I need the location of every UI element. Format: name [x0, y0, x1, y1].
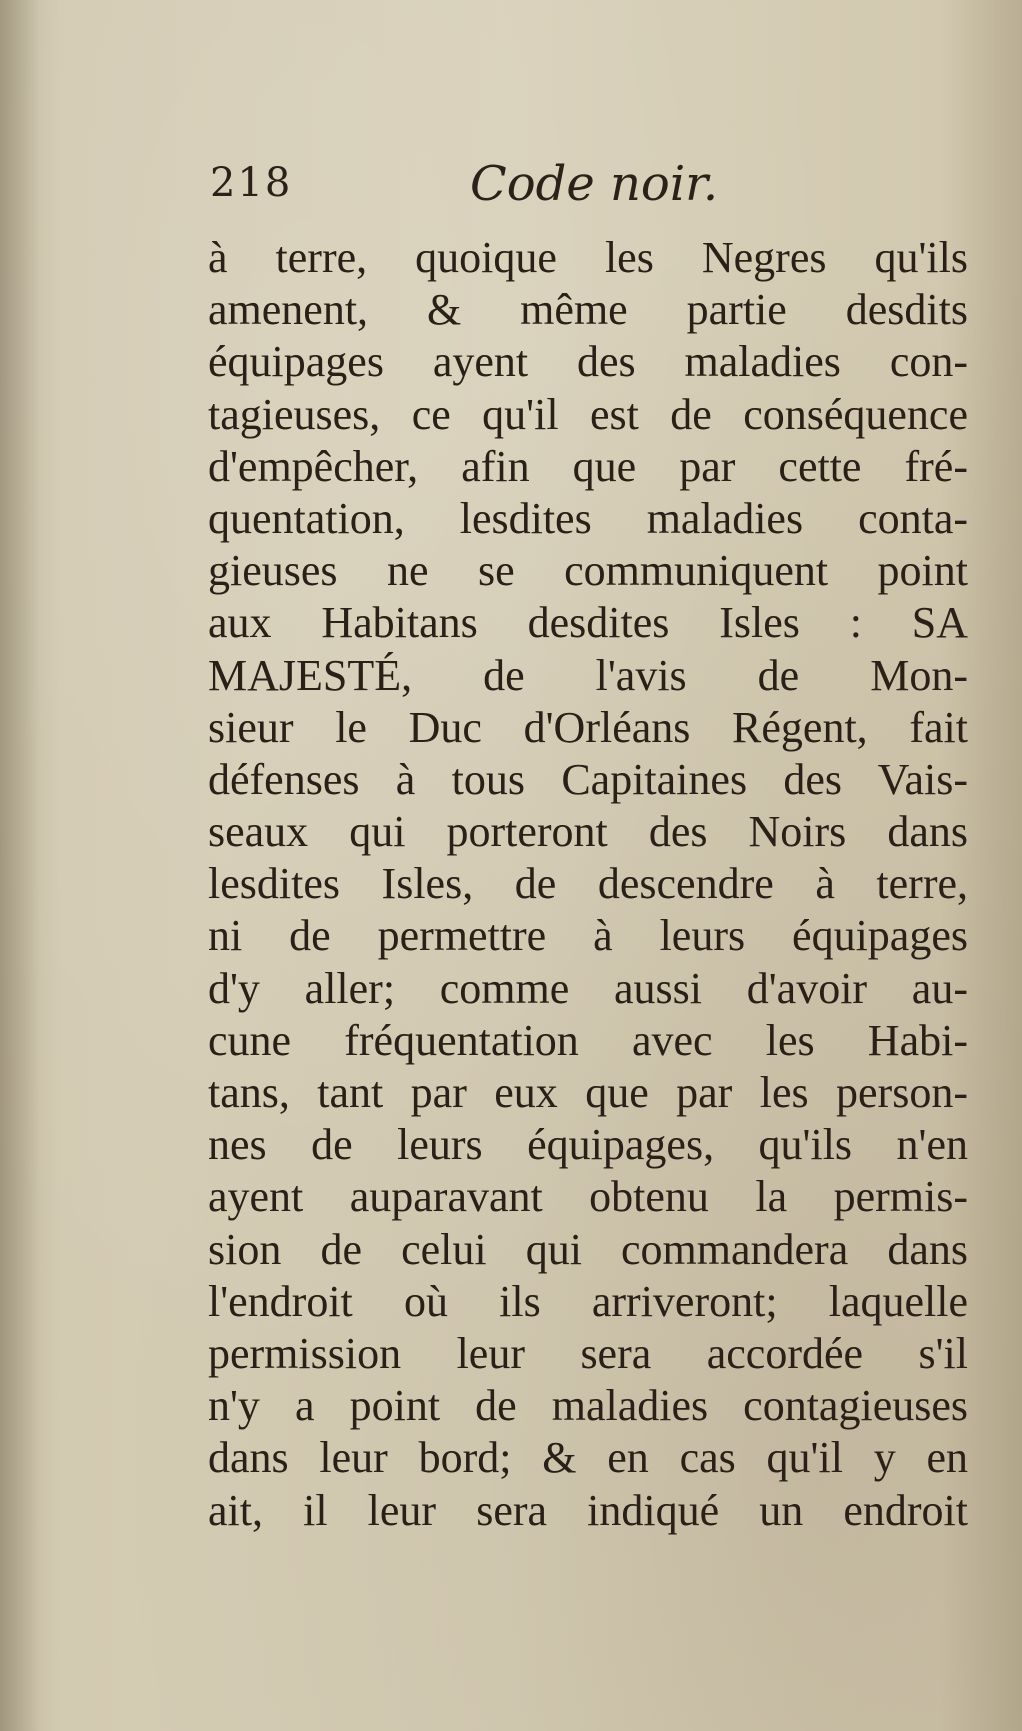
text-line: d'empêcher, afin que par cette fré-	[208, 441, 968, 491]
text-line: quentation, lesdites maladies conta-	[208, 493, 968, 543]
text-line: d'y aller; comme aussi d'avoir au-	[208, 963, 968, 1013]
text-line: MAJESTÉ, de l'avis de Mon-	[208, 650, 968, 700]
running-title: Code noir.	[470, 156, 719, 212]
text-line: ayent auparavant obtenu la permis-	[208, 1172, 968, 1222]
gutter-shadow	[0, 0, 40, 1731]
body-text	[208, 232, 968, 1537]
text-line: à terre, quoique les Negres qu'ils	[208, 233, 968, 282]
text-line: permission leur sera accordée s'il	[208, 1328, 968, 1378]
text-line: ni de permettre à leurs équipages	[208, 911, 968, 961]
text-line: dans leur bord; & en cas qu'il y en	[208, 1433, 968, 1483]
text-line: cune fréquentation avec les Habi-	[208, 1015, 968, 1065]
text-line: amenent, & même partie desdits	[208, 285, 968, 335]
text-line: nes de leurs équipages, qu'ils n'en	[208, 1120, 968, 1170]
text-line: n'y a point de maladies contagieuses	[208, 1381, 968, 1431]
text-line: gieuses ne se communiquent point	[208, 546, 968, 596]
page-header	[210, 156, 970, 230]
text-line: ait, il leur sera indiqué un endroit	[208, 1485, 968, 1535]
page-number: 218	[210, 160, 293, 206]
text-line: aux Habitans desdites Isles : SA	[208, 598, 968, 648]
text-line: sion de celui qui commandera dans	[208, 1224, 968, 1274]
text-line: tagieuses, ce qu'il est de conséquence	[208, 389, 968, 439]
text-line: sieur le Duc d'Orléans Régent, fait	[208, 702, 968, 752]
text-line: seaux qui porteront des Noirs dans	[208, 807, 968, 857]
text-line: tans, tant par eux que par les person-	[208, 1068, 968, 1117]
text-line: l'endroit où ils arriveront; laquelle	[208, 1276, 968, 1326]
text-line: défenses à tous Capitaines des Vais-	[208, 754, 968, 804]
text-line: lesdites Isles, de descendre à terre,	[208, 859, 968, 909]
text-line: équipages ayent des maladies con-	[208, 337, 968, 387]
